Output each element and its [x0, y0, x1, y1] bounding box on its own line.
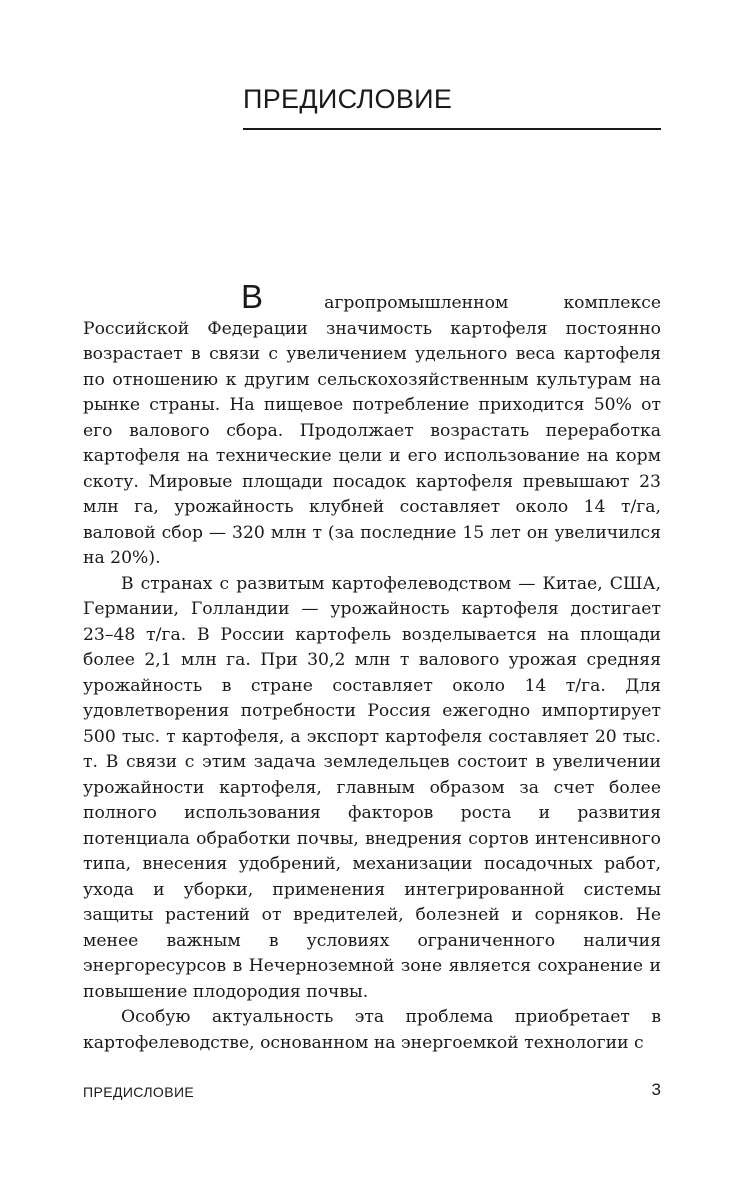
running-footer: ПРЕДИСЛОВИЕ: [83, 1084, 195, 1100]
page-number: 3: [651, 1080, 661, 1099]
paragraph-1-text: агропромышленном комплексе Российской Федерации значимость картофеля постоянно возрастает в связи с увеличением удельного веса картофеля по отношению к другим сельскохозяйственным культурам на рынке страны. На пищевое потребление приходится 50% от его валового сбора. Продолжает возрастать переработка картофеля на технические цели и его использование на корм скоту. Мировые площади посадок картофеля превышают 23 млн га, урожайность клубней составляет около 14 т/га, валовой сбор — 320 млн т (за последние 15 лет он увеличился на 20%).: [83, 293, 661, 568]
drop-cap: В: [241, 278, 264, 315]
paragraph-3: Особую актуальность эта проблема приобретает в картофелеводстве, основанном на энергоемкой технологии с: [83, 1007, 661, 1053]
paragraph-2: В странах с развитым картофелеводством — Китае, США, Германии, Голландии — урожайность картофеля достигает 23–48 т/га. В России картофель возделывается на площади более 2,1 млн га. При 30,2 млн т валового урожая средняя урожайность в стране составляет около 14 т/га. Для удовлетворения потребности Россия ежегодно импортирует 500 тыс. т картофеля, а экспорт картофеля составляет 20 тыс. т. В связи с этим задача земледельцев состоит в увеличении урожайности картофеля, главным образом за счет более полного использования факторов роста и развития потенциала обработки почвы, внедрения сортов интенсивного типа, внесения удобрений, механизации посадочных работ, ухода и уборки, применения интегрированной системы защиты растений от вредителей, болезней и сорняков. Не менее важным в условиях ограниченного наличия энергоресурсов в Нечерноземной зоне является сохранение и повышение плодородия почвы.: [83, 573, 661, 1002]
paragraph-1: [83, 274, 661, 572]
title-rule: [243, 128, 661, 130]
main-text: [83, 274, 661, 1056]
chapter-title: ПРЕДИСЛОВИЕ: [243, 84, 453, 114]
